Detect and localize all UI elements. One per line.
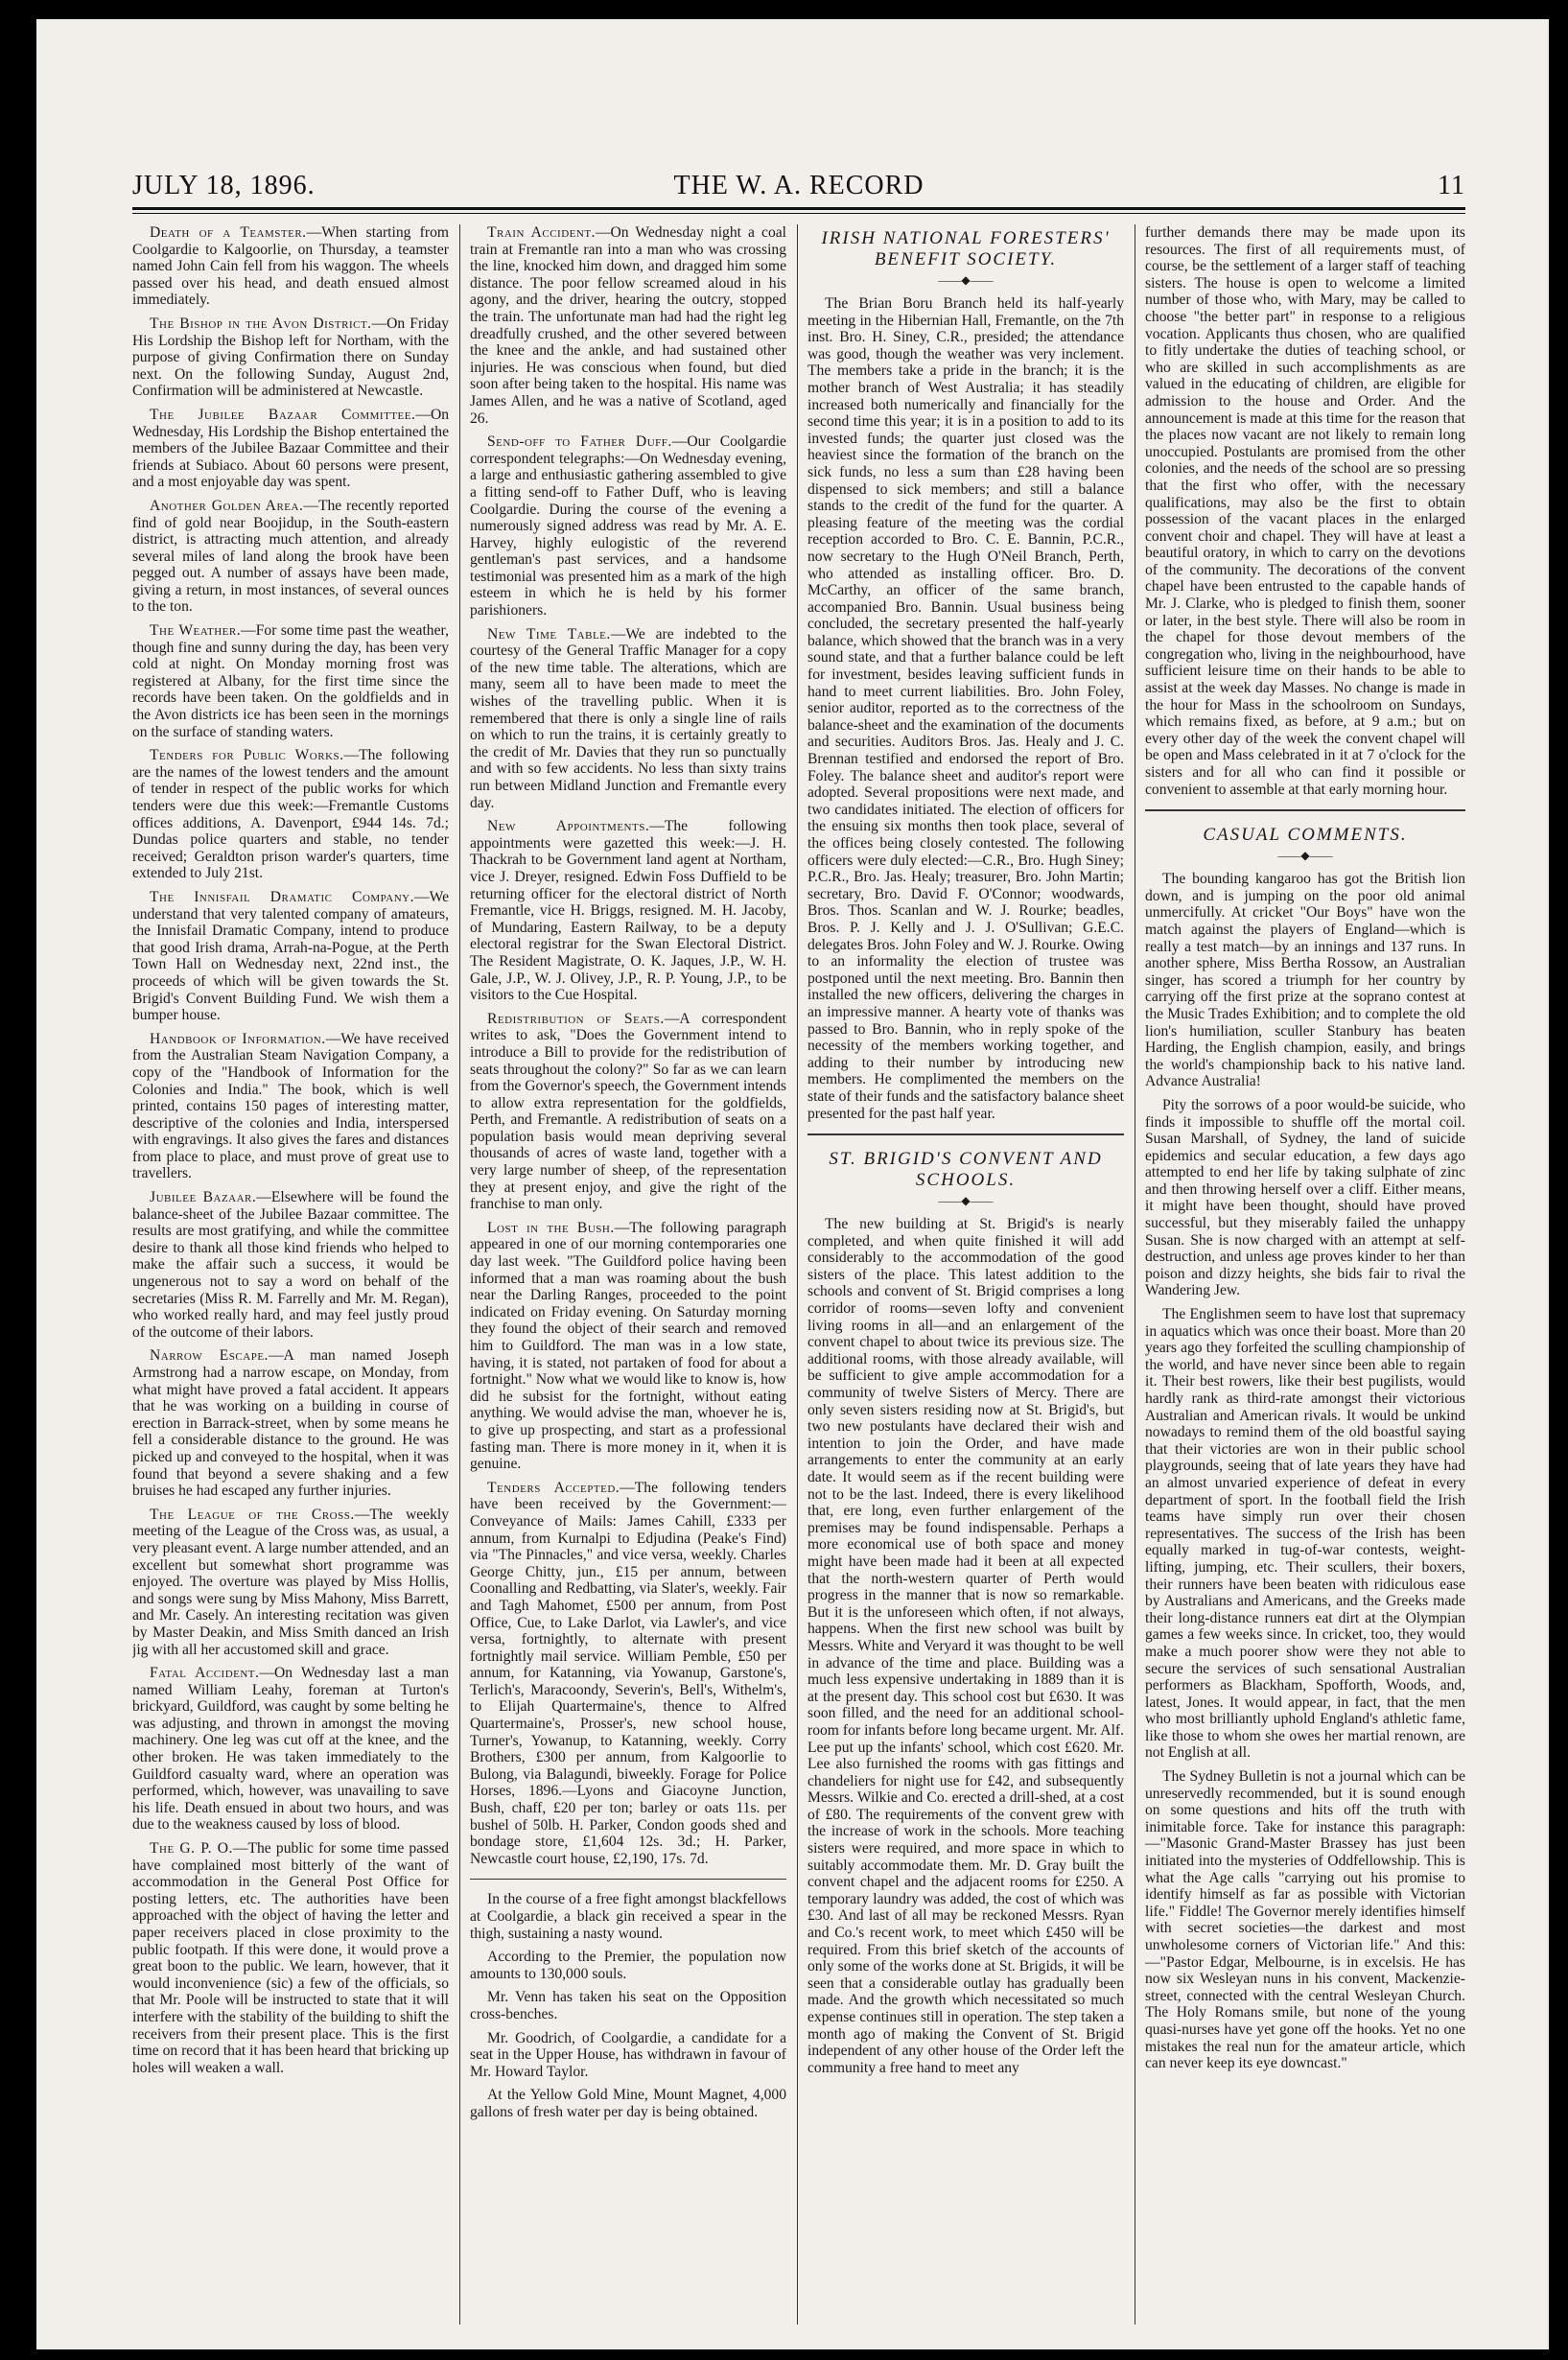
ornament-rule: ——◆—— <box>1277 849 1333 863</box>
paragraph-text: —On Wednesday night a coal train at Fremantle ran into a man who was crossing the line, knocked him down, and dragged him some distance. The poor fellow screamed aloud in his agony, and the driver, hearing the outcry, stopped the train. The unfortunate man had had the right leg dreadfully crushed, and the other severed between the knee and the ankle, and had sustained other injuries. He was conscious when found, but died soon after being taken to the hospital. His name was James Allen, and he was a native of Scotland, aged 26. <box>470 224 786 427</box>
paragraph-heading: Send-off to Father Duff. <box>487 433 672 451</box>
masthead-rule-thin <box>132 213 1465 214</box>
ornament-rule: ——◆—— <box>938 1194 994 1208</box>
news-paragraph <box>132 1507 449 1658</box>
article-paragraph: The Englishmen seem to have lost that supremacy in aquatics which was once their boast. More than 20 years ago they forfeited the sculling championship of the world, and have never since been able to regain it. Their best rowers, like their best pugilists, would hardly rank as third-rate amongst their victorious Australian and American rivals. It would be unkind nowadays to remind them of the old boastful saying that their victories are won in their public school playgrounds, seeing that of late years they have had an almost unvaried experience of defeat in every department of sport. In the football field the Irish teams have simply run over their chosen representatives. The success of the Irish has been equally marked in tug-of-war contests, weight-lifting, jumping, etc. Their scullers, their boxers, their runners have been beaten with ridiculous ease by Australians and Americans, and the Greeks made their long-distance runners eat dirt at the Olympian games a few weeks since. In cricket, too, they would make a much poorer show were they not able to secure the services of such sensational Australian performers as Blackham, Spofforth, Woods, and, latest, Jones. It would appear, in fact, that the men who most brilliantly uphold England's athletic fame, like those to whom she owes her martial renown, are not English at all. <box>1145 1306 1465 1762</box>
news-paragraph <box>132 498 449 616</box>
paragraph-heading: Fatal Accident. <box>150 1665 260 1682</box>
paragraph-heading: New Time Table. <box>487 625 611 643</box>
news-paragraph <box>132 622 449 740</box>
article-paragraph: Pity the sorrows of a poor would-be suicide, who finds it impossible to shuffle off the mortal coil. Susan Marshall, of Sydney, the land of suicide epidemics and secular education, a few days ago attempted to end her life by taking sulphate of zinc and then throwing herself over a cliff. Either means, it might have been thought, should have proved successful, but they miserably failed the unhappy Susan. She is now charged with an attempt at self-destruction, and unless age proves kinder to her than poison and dizzy heights, she bids fair to rival the Wandering Jew. <box>1145 1096 1465 1299</box>
paragraph-text: —The public for some time passed have complained most bitterly of the want of accommodation in the General Post Office for posting letters, etc. The authorities have been approached with the object of having the letter and paper receivers placed in close proximity to the public footpath. If this were done, it would prove a great boon to the public. We learn, however, that it would inconvenience (sic) a few of the officials, so that Mr. Poole will be instructed to state that it will interfere with the stability of the building to shift the receivers from their present place. This is the first time on record that it has been heard that bricking up holes will weaken a wall. <box>132 1840 449 2076</box>
section-divider <box>470 1879 786 1880</box>
column-divider <box>797 224 798 2325</box>
news-paragraph <box>132 224 449 309</box>
news-paragraph <box>470 433 786 619</box>
ornament-rule: ——◆—— <box>938 273 994 287</box>
column-4 <box>1145 224 1465 2325</box>
news-paragraph <box>132 1189 449 1341</box>
article-divider <box>807 1133 1124 1135</box>
article-paragraph: The bounding kangaroo has got the British lion down, and is jumping on the poor old animal unmercifully. At cricket "Our Boys" have won the match against the players of England—which is really a test match—by an innings and 137 runs. In another sphere, Miss Bertha Rossow, an Australian singer, has scored a triumph for her country by carrying off the first prize at the soprano contest at the Music Trades Exhibition; and to complete the old lion's humiliation, sculler Stanbury has beaten Harding, the English champion, easily, and brings the world's championship back to his native land. Advance Australia! <box>1145 871 1465 1090</box>
paragraph-heading: Narrow Escape. <box>150 1347 269 1365</box>
column-2 <box>470 224 786 2325</box>
paragraph-heading: Another Golden Area. <box>150 497 304 514</box>
paragraph-heading: The G. P. O. <box>150 1840 233 1858</box>
masthead-rule <box>132 207 1465 210</box>
paragraph-heading: Death of a Teamster. <box>150 224 307 241</box>
column-3 <box>807 224 1124 2325</box>
paragraph-heading: The Bishop in the Avon District. <box>150 315 372 332</box>
paragraph-text: —The following are the names of the lowest tenders and the amount of tender in respect of the public works for which tenders were due this week:—Fremantle Customs offices additions, A. Davenport, £944 14s. 7d.; Dundas police quarters and stable, no tender received; Geraldton prison warder's quarters, time extended to July 21st. <box>132 747 449 882</box>
paragraph-text: —For some time past the weather, though fine and sunny during the day, has been very cold at night. On Monday morning frost was registered at Albany, for the first time since the records have been taken. On the goldfields and in the Avon districts ice has been seen in the mornings on the surface of standing waters. <box>132 622 449 740</box>
article-paragraph: The new building at St. Brigid's is nearly completed, and when quite finished it will add considerably to the accommodation of the good sisters of the place. This latest addition to the schools and convent of St. Brigid comprises a long corridor of rooms—seven lofty and convenient living rooms in all—and an enlargement of the convent chapel to about twice its previous size. The additional rooms, with those already available, will be sufficient to give ample accommodation for a community of twelve Sisters of Mercy. There are only seven sisters residing now at St. Brigid's, but two new postulants have declared their wish and intention to join the Order, and have made arrangements to enter the community at an early date. It would seem as if the recent building were not to be the last. Indeed, there is every likelihood that, ere long, even further enlargement of the premises may be found indispensable. Perhaps a more economical use of both space and money might have been made had it been at all expected that the north-western quarter of Perth would progress in the manner that is now so remarkable. But it is the unforeseen which often, if not always, happens. When the first new school was built by Messrs. White and Veryard it was thought to be well in advance of the time and place. Building was a much less expensive undertaking in 1889 than it is at the present day. This school cost but £630. It was soon filled, and the need for an additional school-room for infants before long became urgent. Mr. Alf. Lee put up the infants' school, which cost £620. Mr. Lee also furnished the rooms with gas fittings and chandeliers for night use for £42, and subsequently Messrs. Wilkie and Co. erected a drill-shed, at a cost of £80. The requirements of the convent grew with the increase of work in the schools. More teaching sisters were required, and more space in which to suitably accommodate them. Mr. D. Gray built the convent chapel and the adjacent rooms for £250. A temporary laundry was added, the cost of which was £30. And last of all may be reckoned Messrs. Ryan and Co.'s recent work, to meet which £450 will be required. From this brief sketch of the accounts of only some of the works done at St. Brigids, it will be seen that a considerable outlay has gradually been made. And the growth which necessitated so much expense continues still in operation. The step taken a month ago of making the Convent of St. Brigid independent of any other house of the Order left the community a free hand to meet any <box>807 1216 1124 2076</box>
news-paragraph <box>470 1989 786 2022</box>
paragraph-heading: Tenders for Public Works. <box>150 747 344 764</box>
article-paragraph: further demands there may be made upon its resources. The first of all requirements must, of course, be the settlement of a larger staff of teaching sisters. The house is open to welcome a limited number of those who, with Mary, may be called to choose "the better part" in response to a religious vocation. Applicants thus chosen, who are qualified to fitly undertake the duties of teaching school, or who are skilled in such accomplishments as are valued in the educating of children, are eligible for admission to the house and Order. And the announcement is made at this time for the reason that the places now vacant are not likely to remain long unoccupied. Postulants are promised from the other colonies, and the needs of the school are so pressing that the first who offer, with the necessary qualifications, may also be the first to obtain possession of the vacant places in the enlarged convent choir and chapel. They will have at least a beautiful oratory, in which to carry on the devotions of the community. The decorations of the convent chapel have been entrusted to the capable hands of Mr. J. Clarke, who is pledged to finish them, sooner or later, in the best style. There will also be room in the chapel for those devout members of the congregation who, living in the neighbourhood, have sufficient leisure time on their hands to be able to assist at the week day Masses. No change is made in the hour for Mass in the schoolroom on Sundays, which remains fixed, as before, at 9 a.m.; but on every other day of the week the convent chapel will be open and Mass celebrated in it at 7 o'clock for the sisters and for all who can find it possible or convenient to assemble at that early morning hour. <box>1145 224 1465 798</box>
news-paragraph <box>132 1665 449 1834</box>
paragraph-text: —Our Coolgardie correspondent telegraphs:—On Wednesday evening, a large and enthusiastic gathering assembled to give a fitting send-off to Father Duff, who is leaving Coolgardie. During the course of the evening a numerously signed address was read by Mr. A. E. Harvey, highly eulogistic of the reverend gentleman's past services, and a handsome testimonial was presented him as a mark of the high esteem in which he is held by his former parishioners. <box>470 433 786 619</box>
section-heading-st-brigids: ST. BRIGID'S CONVENT AND SCHOOLS. <box>829 1149 1103 1191</box>
newspaper-page <box>36 19 1549 2349</box>
news-paragraph <box>470 1891 786 1942</box>
news-paragraph <box>470 818 786 1004</box>
foresters-article <box>807 295 1124 1122</box>
paragraph-text: —We understand that very talented company of amateurs, the Innisfail Dramatic Company, intend to produce that good Irish drama, Arrah-na-Pogue, at the Perth Town Hall on Wednesday next, 22nd inst., the proceeds of which will be given towards the St. Brigid's Convent Building Fund. We wish them a bumper house. <box>132 888 449 1024</box>
news-paragraph <box>132 1031 449 1182</box>
news-paragraph <box>132 407 449 491</box>
paragraph-text: —A man named Joseph Armstrong had a narrow escape, on Monday, from what might have proved a fatal accident. It appears that he was working on a building in course of erection in Barrack-street, when by some means he fell a considerable distance to the ground. He was picked up and conveyed to the hospital, when it was found that beyond a severe shaking and a few bruises he had escaped any further injuries. <box>132 1347 449 1500</box>
paragraph-heading: The Weather. <box>150 622 242 640</box>
paragraph-text: —When starting from Coolgardie to Kalgoorlie, on Thursday, a teamster named John Cain fell from his waggon. The wheels passed over his head, and death ensued almost immediately. <box>132 224 449 309</box>
article-divider <box>1145 809 1465 811</box>
st-brigids-article <box>807 1216 1124 2076</box>
paragraph-text: —Elsewhere will be found the balance-sheet of the Jubilee Bazaar committee. The results are most gratifying, and while the committee desire to thank all those kind friends who helped to make the affair such a success, it would be ungenerous not to say a word on behalf of the secretaries (Miss R. M. Farrelly and Mr. M. Regan), who worked really hard, and may feel justly proud of the outcome of their labors. <box>132 1189 449 1341</box>
news-paragraph <box>470 1220 786 1473</box>
paragraph-heading: Train Accident. <box>487 224 596 241</box>
paragraph-text: Mr. Goodrich, of Coolgardie, a candidate for a seat in the Upper House, has withdrawn in favour of Mr. Howard Taylor. <box>470 2029 786 2080</box>
section-heading-foresters: IRISH NATIONAL FORESTERS' BENEFIT SOCIETY. <box>821 228 1111 269</box>
news-paragraph <box>132 889 449 1024</box>
news-paragraph <box>470 1480 786 1868</box>
page-number: 11 <box>1438 171 1465 200</box>
news-paragraph <box>132 1840 449 2076</box>
issue-date: JULY 18, 1896. <box>132 171 316 200</box>
news-paragraph <box>470 1011 786 1213</box>
paragraph-heading: The League of the Cross. <box>150 1506 355 1523</box>
paragraph-heading: Tenders Accepted. <box>487 1479 620 1496</box>
article-paragraph: The Brian Boru Branch held its half-yearly meeting in the Hibernian Hall, Fremantle, on the 7th inst. Bro. H. Siney, C.R., presided; the attendance was good, though the weather was very inclement. The members take a pride in the branch; it is the mother branch of West Australia; it has steadily increased both numerically and financially for the second time this year; it is in a position to add to its invested funds; the quarter just closed was the heaviest since the formation of the branch on the sick funds, no less a sum than £28 having been dispensed to sick members; and still a balance stands to the credit of the fund for the quarter. A pleasing feature of the meeting was the cordial reception accorded to Bro. C. E. Bannin, P.C.R., now secretary to the Hugh O'Neil Branch, Perth, who attended as installing officer. Bro. D. McCarthy, an officer of the same branch, accompanied Bro. Bannin. Usual business being concluded, the secretary presented the half-yearly balance, which showed that the branch was in a very sound state, and that a further balance could be left for investment, besides leaving sufficient funds in hand to meet current liabilities. Bro. John Foley, senior auditor, reported as to the correctness of the balance-sheet and the examination of the documents and securities. Auditors Bros. Jas. Healy and J. C. Brennan testified and endorsed the report of Bro. Foley. The balance sheet and auditor's report were adopted. Several propositions were next made, and two candidates initiated. The election of officers for the ensuing six months then took place, several of the offices being closely contested. The following officers were duly elected:—C.R., Bro. Hugh Siney; P.C.R., Bro. Jas. Healy; treasurer, Bro. John Martin; secretary, Bro. David F. O'Connor; woodwards, Bros. Thos. Scanlan and W. J. Rourke; beadles, Bros. P. J. Kelly and J. J. O'Sullivan; G.E.C. delegates Bros. John Foley and W. J. Rourke. Owing to an informality the election of trustee was postponed until the next meeting. Bro. Bannin then installed the new officers, delivering the charges in an impressive manner. A hearty vote of thanks was passed to Bro. Bannin, who in reply spoke of the necessity of the members working together, and adding to their number by introducing new members. He complimented the members on the state of their funds and the satisfactory balance sheet presented for the past half year. <box>807 295 1124 1122</box>
paragraph-text: In the course of a free fight amongst blackfellows at Coolgardie, a black gin received a spear in the thigh, sustaining a nasty wound. <box>470 1891 786 1942</box>
news-paragraph <box>132 1347 449 1499</box>
masthead <box>132 153 1465 211</box>
section-heading-casual-comments: CASUAL COMMENTS. <box>1203 825 1408 846</box>
paragraph-heading: Redistribution of Seats. <box>487 1010 665 1027</box>
paragraph-heading: New Appointments. <box>487 818 650 835</box>
paragraph-text: —We have received from the Australian Steam Navigation Company, a copy of the "Handbook of Information for the Colonies and India." The book, which is well printed, contains 150 pages of interesting matter, descriptive of the colonies and India, interspersed with engravings. It also gives the fares and distances from place to place, and must prove of great use to travellers. <box>132 1030 449 1182</box>
column-1 <box>132 224 449 2325</box>
paragraph-text: —The weekly meeting of the League of the Cross was, as usual, a very pleasant event. A large number attended, and an excellent but somewhat short programme was enjoyed. The overture was played by Miss Hollis, and songs were sung by Miss Mahony, Miss Barrett, and Mr. Casely. An interesting recitation was given by Master Deakin, and Miss Smith danced an Irish jig with all her accustomed skill and grace. <box>132 1506 449 1658</box>
casual-comments-article <box>1145 871 1465 2072</box>
paragraph-text: —On Wednesday last a man named William Leahy, foreman at Turton's brickyard, Guildford, was caught by some belting he was adjusting, and thrown in amongst the moving machinery. One leg was cut off at the knee, and the other broken. He was taken immediately to the Guildford casualty ward, where an operation was performed, which, however, was unavailing to save his life. Death ensued in about two hours, and was due to the weakness caused by loss of blood. <box>132 1665 449 1834</box>
newspaper-title: THE W. A. RECORD <box>673 171 924 200</box>
paragraph-text: —On Wednesday, His Lordship the Bishop entertained the members of the Jubilee Bazaar Committee and their friends at Subiaco. About 60 persons were present, and a most enjoyable day was spent. <box>132 406 449 491</box>
paragraph-text: Mr. Venn has taken his seat on the Opposition cross-benches. <box>470 1989 786 2022</box>
paragraph-heading: The Innisfail Dramatic Company. <box>150 888 415 905</box>
news-paragraph <box>470 626 786 812</box>
news-paragraph <box>470 2030 786 2081</box>
paragraph-text: —On Friday His Lordship the Bishop left for Northam, with the purpose of giving Confirmation there on Sunday next. On the following Sunday, August 2nd, Confirmation will be administered at Newcastle. <box>132 315 449 400</box>
paragraph-heading: The Jubilee Bazaar Committee. <box>150 406 416 423</box>
paragraph-text: According to the Premier, the population now amounts to 130,000 souls. <box>470 1949 786 1982</box>
paragraph-text: —A correspondent writes to ask, "Does the Government intend to introduce a Bill to provide for the redistribution of seats throughout the colony?" So far as we can learn from the Governor's speech, the Government intends to allow extra representation for the goldfields, Perth, and Fremantle. A redistribution of seats on a population basis would mean depriving several thousands of acres of waste land, together with a very large number of sheep, of the representation they at present enjoy, and give the right of the franchise to man only. <box>470 1010 786 1213</box>
paragraph-text: —We are indebted to the courtesy of the General Traffic Manager for a copy of the new time table. The alterations, which are many, seem all to have been made to meet the wishes of the travelling public. When it is remembered that there is only a single line of rails on which to run the trains, it is certainly greatly to the credit of Mr. Davies that they run so punctually and with so few accidents. No less than sixty trains run between Midland Junction and Fremantle every day. <box>470 625 786 811</box>
paragraph-heading: Handbook of Information. <box>150 1030 326 1047</box>
news-paragraph <box>132 315 449 400</box>
paragraph-heading: Lost in the Bush. <box>487 1219 615 1236</box>
paragraph-text: —The following appointments were gazetted this week:—J. H. Thackrah to be Government land agent at Northam, vice J. Dreyer, resigned. Edwin Foss Duffield to be returning officer for the electoral district of North Fremantle, vice H. Briggs, resigned. M. H. Jacoby, of Mundaring, Eastern Railway, to be a deputy electoral registrar for the Swan Electoral District. The Resident Magistrate, O. K. Jaques, J.P., W. H. Gale, J.P., W. J. Olivey, J.P., R. P. Young, J.P., to be visitors to the Cue Hospital. <box>470 818 786 1004</box>
news-paragraph <box>470 1949 786 1982</box>
paragraph-heading: Jubilee Bazaar. <box>150 1189 257 1206</box>
paragraph-text: At the Yellow Gold Mine, Mount Magnet, 4,000 gallons of fresh water per day is being obtained. <box>470 2087 786 2120</box>
news-paragraph <box>470 2087 786 2120</box>
news-paragraph <box>470 224 786 427</box>
column-divider <box>459 224 460 2325</box>
news-paragraph <box>132 747 449 882</box>
st-brigids-article-continued <box>1145 224 1465 798</box>
article-paragraph: The Sydney Bulletin is not a journal which can be unreservedly recommended, but it is sound enough on some questions and hits off the truth with inimitable force. Take for instance this paragraph:—"Masonic Grand-Master Brassey has just been initiated into the mysteries of Oddfellowship. This is what the Age calls "carrying out his promise to identify himself as far as possible with Victorian life." Fiddle! The Governor merely identifies himself with secret societies—the darkest and most unwholesome corners of Victorian life." And this:—"Pastor Edgar, Melbourne, is in excelsis. He has now six Wesleyan nuns in his convent, Mackenzie-street, connected with the central Wesleyan Church. The Holy Romans smile, but none of the young quasi-nurses have yet gone off the hooks. Yet no one mistakes the real nun for the amateur article, which can never keep its eye downcast." <box>1145 1768 1465 2072</box>
paragraph-text: —The following tenders have been received by the Government:—Conveyance of Mails: James Cahill, £333 per annum, from Kurnalpi to Edjudina (Peake's Find) via "The Pinnacles," and vice versa, weekly. Charles George Chitty, jun., £15 per annum, between Coonalling and Redbatting, via Slater's, weekly. Fair and Tagh Mahomet, £500 per annum, from Post Office, Cue, to Lake Darlot, via Lawler's, and vice versa, fortnightly, to alternate with present fortnightly mail service. William Pemble, £50 per annum, for Katanning, via Yowanup, Garstone's, Terlich's, Maracoondy, Severin's, Bell's, Withelm's, to Elijah Quartermaine's, thence to Alfred Quartermaine's, Prosser's, new school house, Turner's, Yowanup, to Katanning, weekly. Corry Brothers, £300 per annum, from Kalgoorlie to Bulong, via Balagundi, biweekly. Forage for Police Horses, 1896.—Lyons and Giacoyne Junction, Bush, chaff, £20 per ton; barley or oats 11s. per bushel of 50lb. H. Parker, Condon goods shed and bondage store, £1,604 12s. 3d.; H. Parker, Newcastle court house, £2,190, 17s. 7d. <box>470 1479 786 1867</box>
paragraph-text: —The following paragraph appeared in one of our morning contemporaries one day last week. "The Guildford police having been informed that a man was roaming about the bush near the Darling Ranges, proceeded to the point indicated on Friday evening. On Saturday morning they found the object of their search and removed him to Guildford. The man was in a low state, having, it is stated, not partaken of food for about a fortnight." Now what we would like to know is, how did he subsist for the fortnight, without eating anything. We would advise the man, whoever he is, to give up prospecting, and start as a professional fasting man. There is more money in it, when it is genuine. <box>470 1219 786 1473</box>
paragraph-text: —The recently reported find of gold near Boojidup, in the South-eastern district, is attracting much attention, and already several miles of land along the brook have been pegged out. A number of assays have been made, giving a return, in most instances, of several ounces to the ton. <box>132 497 449 616</box>
